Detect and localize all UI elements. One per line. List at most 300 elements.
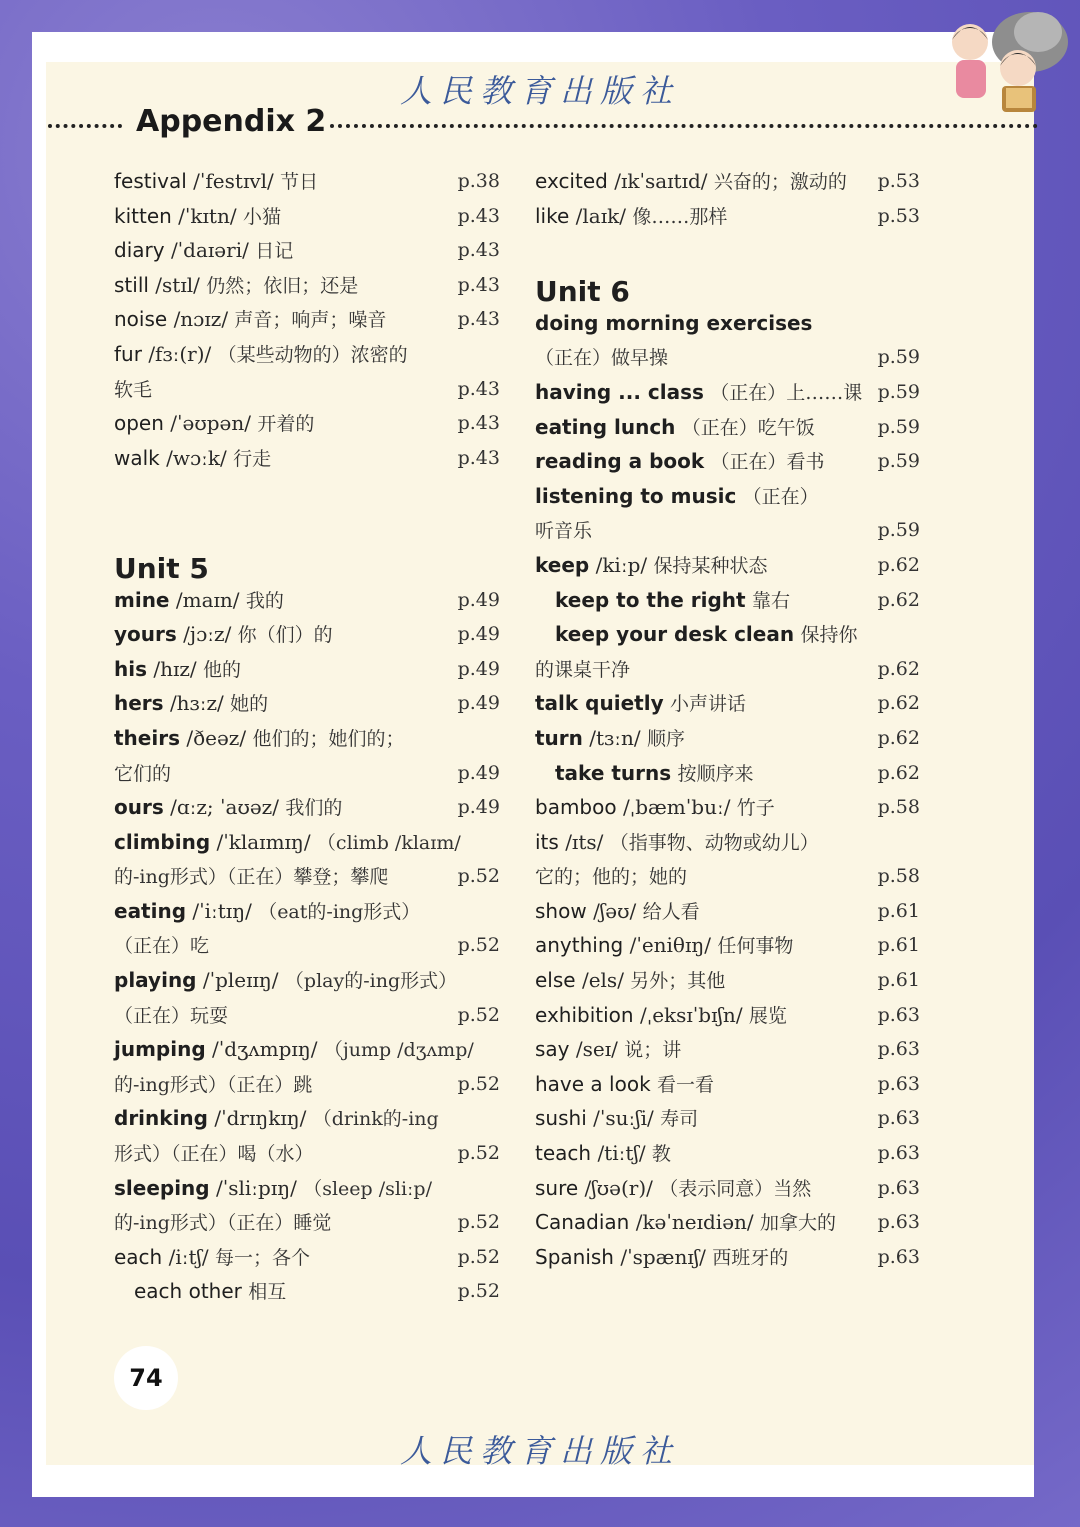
entry-phonetic: /ˈdaɪəri/ <box>170 238 249 263</box>
entry-text <box>535 691 746 715</box>
appendix-header <box>48 104 1038 144</box>
entry-word: exhibition <box>535 1002 634 1027</box>
entry-text <box>535 622 857 646</box>
entry-phonetic: /ʃəʊ/ <box>593 898 637 923</box>
vocab-column-right <box>535 164 920 1274</box>
entry-meaning: 开着的 <box>257 413 315 436</box>
header-dots-right <box>330 124 1038 128</box>
entry-word: reading a book <box>535 449 705 474</box>
entry-page-ref: p.59 <box>877 346 920 369</box>
entry-word: kitten <box>114 203 172 228</box>
entry-phonetic: /ˈpleɪɪŋ/ <box>202 968 279 993</box>
vocab-entry <box>535 894 920 929</box>
entry-text <box>535 1106 698 1130</box>
entry-text <box>535 1037 681 1061</box>
entry-word: drinking <box>114 1106 208 1131</box>
entry-text <box>114 446 271 470</box>
entry-word: Canadian <box>535 1210 630 1235</box>
entry-word: sleeping <box>114 1175 210 1200</box>
vocab-entry <box>535 825 920 860</box>
entry-text <box>114 169 318 193</box>
entry-text <box>114 1210 331 1234</box>
entry-meaning: 每一；各个 <box>215 1246 311 1269</box>
entry-text <box>114 1003 228 1027</box>
entry-meaning: 寿司 <box>660 1108 699 1131</box>
entry-phonetic: /hɪz/ <box>153 656 197 681</box>
entry-text <box>535 553 768 577</box>
entry-page-ref: p.59 <box>877 519 920 542</box>
entry-page-ref: p.49 <box>457 588 500 611</box>
entry-text <box>114 1245 310 1269</box>
entry-meaning: 靠右 <box>751 589 790 612</box>
entry-text <box>114 726 404 750</box>
vocab-entry <box>535 617 920 652</box>
entry-word: festival <box>114 169 187 193</box>
vocab-entry <box>114 302 500 337</box>
entry-meaning: （正在） <box>742 485 819 508</box>
entry-phonetic: /ɪkˈsaɪtɪd/ <box>614 169 708 193</box>
header-dots-left <box>48 124 122 128</box>
entry-word: say <box>535 1037 570 1062</box>
entry-text <box>114 1141 314 1165</box>
entry-text <box>535 864 687 888</box>
entry-phonetic: /ˈiːtɪŋ/ <box>192 898 252 923</box>
entry-phonetic: /wɔːk/ <box>166 445 227 470</box>
entry-page-ref: p.53 <box>877 204 920 227</box>
entry-meaning: 你（们）的 <box>237 624 333 647</box>
entry-page-ref: p.43 <box>457 412 500 435</box>
entry-page-ref: p.43 <box>457 308 500 331</box>
entry-page-ref: p.61 <box>877 969 920 992</box>
entry-page-ref: p.63 <box>877 1211 920 1234</box>
vocab-entry <box>535 686 920 721</box>
vocab-entry <box>535 859 920 894</box>
entry-page-ref: p.58 <box>877 796 920 819</box>
vocab-entry <box>114 790 500 825</box>
entry-meaning: （某些动物的）浓密的 <box>217 343 408 366</box>
entry-phonetic: /ˈklaɪmɪŋ/ <box>216 829 311 854</box>
entry-word: jumping <box>114 1037 206 1062</box>
entry-page-ref: p.63 <box>877 1245 920 1268</box>
entry-meaning: 保持某种状态 <box>653 554 768 577</box>
entry-page-ref: p.52 <box>457 865 500 888</box>
entry-phonetic: /ˈdʒʌmpɪŋ/ <box>212 1037 318 1062</box>
entry-meaning: （表示同意）当然 <box>659 1177 812 1200</box>
entry-phonetic: /ˈeniθɪŋ/ <box>629 933 711 958</box>
entry-meaning: 的-ing形式）（正在）攀登；攀爬 <box>114 866 389 889</box>
entry-meaning: 展览 <box>748 1004 787 1027</box>
entry-text <box>535 933 793 957</box>
entry-page-ref: p.52 <box>457 1142 500 1165</box>
vocab-entry <box>535 444 920 479</box>
entry-page-ref: p.62 <box>877 692 920 715</box>
entry-text <box>535 726 685 750</box>
entry-page-ref: p.49 <box>457 657 500 680</box>
entry-text <box>535 1003 787 1027</box>
entry-meaning: 给人看 <box>642 900 700 923</box>
vocab-entry <box>114 441 500 476</box>
vocab-entry <box>114 337 500 372</box>
entry-text <box>114 1037 474 1061</box>
entry-text <box>114 899 420 923</box>
vocab-entry <box>535 375 920 410</box>
vocab-entry <box>114 825 500 860</box>
entry-phonetic: /ˈsuːʃi/ <box>593 1106 654 1131</box>
entry-word: have a look <box>535 1071 651 1096</box>
entry-phonetic: /ˈkɪtn/ <box>178 203 237 228</box>
entry-meaning: （正在）玩耍 <box>114 1004 229 1027</box>
entry-page-ref: p.49 <box>457 761 500 784</box>
entry-phonetic: /nɔɪz/ <box>173 307 229 332</box>
entry-page-ref: p.63 <box>877 1038 920 1061</box>
vocab-entry <box>114 1171 500 1206</box>
vocab-entry <box>535 963 920 998</box>
entry-text <box>535 1210 836 1234</box>
entry-text <box>535 518 592 542</box>
vocab-entry <box>114 998 500 1033</box>
entry-phonetic: /els/ <box>581 968 624 993</box>
entry-word: take turns <box>555 760 672 785</box>
entry-word: bamboo <box>535 795 617 820</box>
entry-phonetic: /ˌeksɪˈbɪʃn/ <box>639 1002 743 1027</box>
entry-text <box>114 204 281 228</box>
page-number: 74 <box>114 1346 178 1410</box>
entry-meaning: 软毛 <box>114 378 153 401</box>
vocab-entry <box>535 513 920 548</box>
entry-word: like <box>535 203 570 228</box>
entry-page-ref: p.38 <box>457 170 500 192</box>
vocab-entry <box>114 164 500 199</box>
entry-phonetic: /ˈfestɪvl/ <box>193 169 274 193</box>
vocab-entry <box>535 1032 920 1067</box>
entry-word: talk quietly <box>535 691 664 716</box>
entry-word: its <box>535 829 559 854</box>
vocab-entry <box>114 963 500 998</box>
entry-meaning: 行走 <box>233 447 272 470</box>
unit-heading: Unit 5 <box>114 551 209 585</box>
entry-phonetic: /ˈsliːpɪŋ/ <box>215 1175 297 1200</box>
entry-text <box>114 1106 439 1130</box>
entry-word: excited <box>535 169 608 193</box>
vocab-entry <box>535 479 920 514</box>
entry-word: show <box>535 898 587 923</box>
entry-meaning: （sleep /sliːp/ <box>303 1177 432 1200</box>
entry-phonetic: /ˈəʊpən/ <box>170 411 252 436</box>
entry-phonetic: /iːtʃ/ <box>168 1244 209 1269</box>
vocab-entry <box>114 372 500 407</box>
entry-phonetic: /ʃʊə(r)/ <box>584 1175 653 1200</box>
entry-meaning: 仍然；依旧；还是 <box>206 274 359 297</box>
vocab-entry <box>535 306 920 341</box>
entry-meaning: 节日 <box>280 171 319 193</box>
entry-page-ref: p.62 <box>877 588 920 611</box>
vocab-entry <box>535 548 920 583</box>
entry-text <box>114 795 342 819</box>
entry-page-ref: p.59 <box>877 380 920 403</box>
entry-phonetic: /kəˈneɪdiən/ <box>635 1210 754 1235</box>
entry-meaning: 保持你 <box>800 624 858 647</box>
vocab-entry <box>535 998 920 1033</box>
entry-meaning: 的-ing形式）（正在）跳 <box>114 1073 313 1096</box>
vocab-entry <box>114 652 500 687</box>
entry-word: diary <box>114 238 165 263</box>
entry-word: yours <box>114 622 177 647</box>
entry-word: each other <box>134 1279 242 1304</box>
entry-word: his <box>114 656 147 681</box>
entry-text <box>114 273 358 297</box>
entry-meaning: 西班牙的 <box>712 1246 789 1269</box>
entry-page-ref: p.52 <box>457 1072 500 1095</box>
entry-word: doing morning exercises <box>535 310 813 335</box>
vocab-entry <box>114 199 500 234</box>
entry-text <box>114 864 388 888</box>
entry-meaning: 听音乐 <box>535 520 593 543</box>
entry-word: else <box>535 968 576 993</box>
entry-text <box>114 411 314 435</box>
vocab-entry <box>535 164 920 199</box>
entry-meaning: （eat的-ing形式） <box>258 900 421 923</box>
vocab-entry <box>535 199 920 234</box>
vocab-entry <box>114 617 500 652</box>
entry-meaning: 小声讲话 <box>669 693 746 716</box>
vocab-entry <box>535 721 920 756</box>
vocab-entry <box>114 1067 500 1102</box>
entry-meaning: （指事物、动物或幼儿） <box>609 831 819 854</box>
entry-page-ref: p.59 <box>877 450 920 473</box>
entry-meaning: 教 <box>651 1143 671 1166</box>
entry-text <box>535 311 812 335</box>
entry-word: climbing <box>114 829 211 854</box>
entry-word: playing <box>114 968 197 993</box>
vocab-entry <box>535 1240 920 1275</box>
entry-text <box>535 415 815 439</box>
vocab-entry <box>114 1032 500 1067</box>
entry-page-ref: p.49 <box>457 623 500 646</box>
spacer <box>114 510 500 545</box>
entry-word: sure <box>535 1175 579 1200</box>
entry-word: listening to music <box>535 483 737 508</box>
vocab-entry <box>535 928 920 963</box>
vocab-entry <box>535 1205 920 1240</box>
entry-meaning: （正在）上……课 <box>710 381 863 404</box>
entry-page-ref: p.63 <box>877 1003 920 1026</box>
entry-text <box>535 169 847 193</box>
entry-page-ref: p.58 <box>877 865 920 888</box>
entry-word: noise <box>114 307 168 332</box>
entry-text <box>114 691 268 715</box>
entry-meaning: 它们的 <box>114 762 172 785</box>
entry-meaning: 说；讲 <box>624 1039 682 1062</box>
vocab-entry <box>535 583 920 618</box>
entry-word: Spanish <box>535 1244 614 1269</box>
entry-page-ref: p.52 <box>457 934 500 957</box>
entry-text <box>114 377 152 401</box>
entry-phonetic: /ðeəz/ <box>186 725 247 750</box>
entry-word: sushi <box>535 1106 587 1131</box>
entry-meaning: 他的 <box>203 658 242 681</box>
entry-word: keep to the right <box>555 587 746 612</box>
vocab-entry <box>114 1205 500 1240</box>
entry-word: still <box>114 272 149 297</box>
entry-phonetic: /jɔːz/ <box>183 622 232 647</box>
entry-text <box>535 761 754 785</box>
entry-page-ref: p.52 <box>457 1245 500 1268</box>
entry-phonetic: /stɪl/ <box>155 272 200 297</box>
entry-page-ref: p.43 <box>457 239 500 262</box>
entry-word: eating lunch <box>535 414 676 439</box>
entry-meaning: 另外；其他 <box>630 970 726 993</box>
entry-word: walk <box>114 445 160 470</box>
entry-meaning: （正在）做早操 <box>535 347 669 370</box>
entry-text <box>535 968 725 992</box>
entry-word: eating <box>114 898 187 923</box>
spacer <box>535 233 920 268</box>
vocab-entry <box>114 268 500 303</box>
entry-page-ref: p.49 <box>457 692 500 715</box>
entry-page-ref: p.61 <box>877 934 920 957</box>
entry-text <box>114 588 284 612</box>
entry-word: fur <box>114 341 142 366</box>
entry-word: having ... class <box>535 379 704 404</box>
entry-phonetic: /ˈspænɪʃ/ <box>620 1244 706 1269</box>
entry-word: teach <box>535 1141 592 1166</box>
entry-text <box>535 380 862 404</box>
vocab-entry <box>535 340 920 375</box>
entry-page-ref: p.52 <box>457 1003 500 1026</box>
entry-meaning: （drink的-ing <box>312 1108 439 1131</box>
entry-meaning: 相互 <box>248 1281 287 1304</box>
entry-text <box>535 1072 714 1096</box>
entry-phonetic: /ɑːz; ˈaʊəz/ <box>170 795 279 820</box>
vocab-entry <box>535 410 920 445</box>
entry-page-ref: p.63 <box>877 1072 920 1095</box>
entry-meaning: 顺序 <box>646 727 685 750</box>
entry-page-ref: p.43 <box>457 377 500 400</box>
vocab-entry <box>114 1274 500 1309</box>
entry-phonetic: /kiːp/ <box>595 552 648 577</box>
entry-text <box>535 449 825 473</box>
spacer <box>114 475 500 510</box>
entry-meaning: 我的 <box>245 589 284 612</box>
entry-page-ref: p.52 <box>457 1211 500 1234</box>
vocab-entry <box>114 686 500 721</box>
entry-meaning: 她的 <box>230 693 269 716</box>
entry-phonetic: /fɜː(r)/ <box>148 341 212 366</box>
entry-page-ref: p.62 <box>877 553 920 576</box>
publisher-watermark-bottom: 人民教育出版社 <box>399 1432 680 1470</box>
entry-meaning: 的-ing形式）（正在）睡觉 <box>114 1212 332 1235</box>
entry-text <box>114 1072 312 1096</box>
entry-page-ref: p.62 <box>877 726 920 749</box>
vocab-entry <box>114 406 500 441</box>
vocab-entry <box>114 894 500 929</box>
entry-text <box>114 1176 432 1200</box>
entry-text <box>114 761 171 785</box>
entry-text <box>535 1141 671 1165</box>
entry-word: ours <box>114 795 164 820</box>
entry-word: each <box>114 1244 163 1269</box>
entry-meaning: 加拿大的 <box>760 1212 837 1235</box>
entry-meaning: 兴奋的；激动的 <box>713 171 847 193</box>
vocab-entry <box>114 859 500 894</box>
entry-meaning: （正在）吃午饭 <box>681 416 815 439</box>
entry-text <box>535 830 819 854</box>
entry-phonetic: /laɪk/ <box>575 203 626 228</box>
entry-meaning: （正在）吃 <box>114 935 210 958</box>
entry-text <box>114 657 241 681</box>
entry-meaning: 他们的；她们的； <box>252 727 405 750</box>
unit-heading: Unit 6 <box>535 274 630 308</box>
entry-meaning: 按顺序来 <box>677 762 754 785</box>
entry-meaning: （play的-ing形式） <box>284 970 458 993</box>
entry-text <box>535 795 775 819</box>
entry-phonetic: /tiːtʃ/ <box>597 1141 646 1166</box>
entry-word: hers <box>114 691 164 716</box>
entry-meaning: 竹子 <box>736 797 775 820</box>
entry-page-ref: p.43 <box>457 446 500 469</box>
entry-text <box>114 830 461 854</box>
vocab-entry <box>114 583 500 618</box>
entry-word: anything <box>535 933 624 958</box>
vocab-column-left <box>114 164 500 1309</box>
entry-meaning: （jump /dʒʌmp/ <box>323 1039 474 1062</box>
entry-text <box>535 204 727 228</box>
entry-page-ref: p.59 <box>877 415 920 438</box>
entry-word: turn <box>535 725 583 750</box>
entry-page-ref: p.43 <box>457 204 500 227</box>
entry-text <box>535 1176 811 1200</box>
entry-page-ref: p.63 <box>877 1142 920 1165</box>
vocab-entry <box>535 790 920 825</box>
entry-meaning: 它的；他的；她的 <box>535 866 688 889</box>
entry-page-ref: p.62 <box>877 761 920 784</box>
entry-page-ref: p.63 <box>877 1107 920 1130</box>
vocab-entry <box>114 233 500 268</box>
entry-meaning: 看一看 <box>657 1073 715 1096</box>
entry-meaning: 小猫 <box>242 205 281 228</box>
entry-page-ref: p.43 <box>457 273 500 296</box>
entry-meaning: （正在）看书 <box>710 451 825 474</box>
vocab-entry <box>114 928 500 963</box>
entry-text <box>535 484 819 508</box>
entry-meaning: 我们的 <box>285 797 343 820</box>
entry-meaning: 声音；响声；噪音 <box>234 309 387 332</box>
entry-phonetic: /ˌbæmˈbuː/ <box>622 795 731 820</box>
vocab-entry <box>535 1101 920 1136</box>
entry-word: theirs <box>114 725 180 750</box>
vocab-entry <box>535 1067 920 1102</box>
vocab-entry <box>114 756 500 791</box>
entry-text <box>114 622 333 646</box>
entry-word: open <box>114 411 164 436</box>
vocab-entry <box>114 1101 500 1136</box>
entry-word: mine <box>114 587 170 612</box>
entry-word: keep your desk clean <box>555 622 795 647</box>
entry-page-ref: p.53 <box>877 170 920 192</box>
entry-text <box>535 899 700 923</box>
entry-phonetic: /maɪn/ <box>175 587 240 612</box>
entry-text <box>114 1279 286 1303</box>
vocab-entry <box>114 1136 500 1171</box>
entry-text <box>535 657 630 681</box>
vocab-entry <box>535 756 920 791</box>
entry-phonetic: /ˈdrɪŋkɪŋ/ <box>214 1106 307 1131</box>
children-reading-illustration-icon <box>942 2 1072 120</box>
entry-meaning: （climb /klaɪm/ <box>316 831 461 854</box>
entry-text <box>114 307 386 331</box>
entry-page-ref: p.62 <box>877 657 920 680</box>
publisher-watermark-top: 人民教育出版社 <box>399 72 680 110</box>
